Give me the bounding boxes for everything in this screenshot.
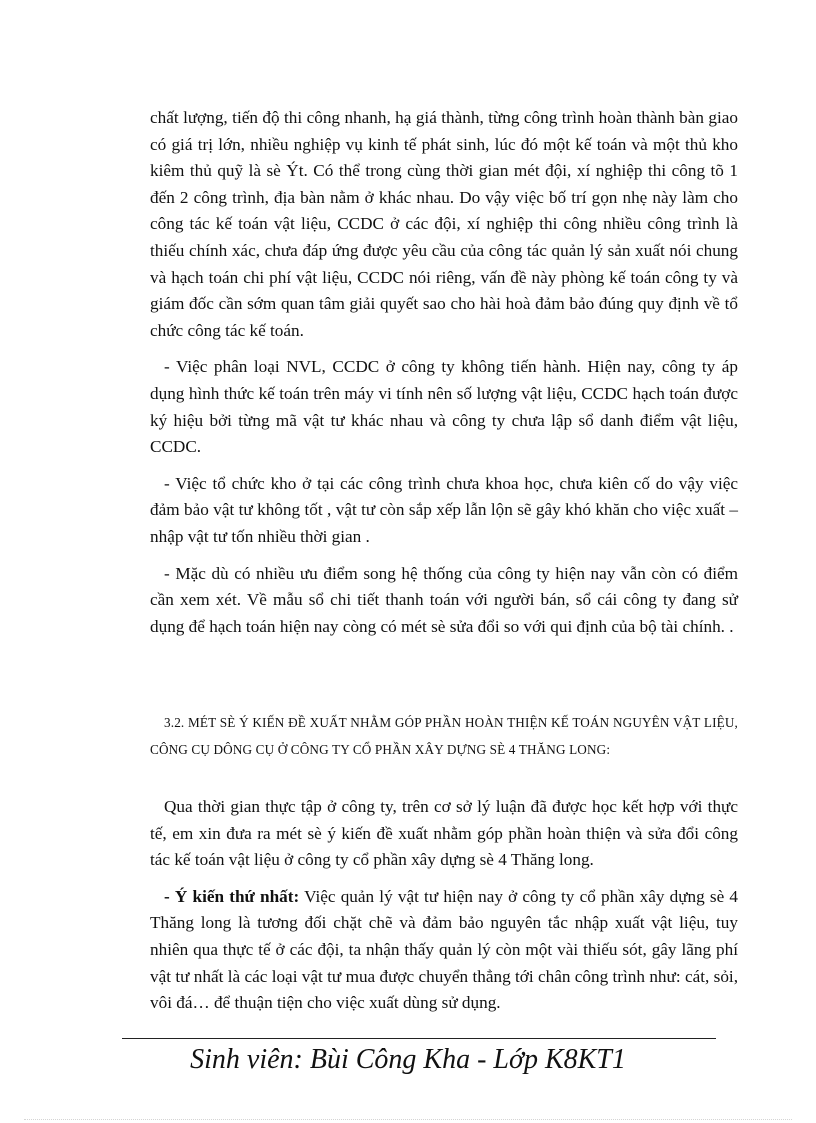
footer-divider <box>122 1038 716 1039</box>
paragraph-ledger: - Mặc dù có nhiều ưu điểm song hệ thống của công ty hiện nay vẫn còn có điểm cần xem xét. Về mẫu sổ chi tiết thanh toán với người bán, sổ cái công ty đang sử dụng để hạch toán hiện nay còng có mét sè sửa đổi so với qui định của bộ tài chính. . <box>150 563 738 636</box>
body-text-bottom <box>150 794 738 1027</box>
footer-student-info: Sinh viên: Bùi Công Kha - Lớp K8KT1 <box>190 1044 626 1075</box>
first-opinion-label: - Ý kiến thứ nhất: <box>164 886 300 906</box>
page-bottom-border <box>24 1119 792 1120</box>
body-text-top <box>150 105 738 650</box>
paragraph-staffing: chất lượng, tiến độ thi công nhanh, hạ giá thành, từng công trình hoàn thành bàn giao có giá trị lớn, nhiều nghiệp vụ kinh tế phát sinh, lúc đó một kế toán và một thủ kho kiêm thủ quỹ là sè Ýt. Có thể trong cùng thời gian mét đội, xí nghiệp thi công tõ 1 đến 2 công trình, địa bàn nằm ở khác nhau. Do vậy việc bố trí gọn nhẹ này làm cho công tác kế toán vật liệu, CCDC ở các đội, xí nghiệp thi công nhiều công trình là thiếu chính xác, chưa đáp ứng được yêu cầu của công tác quản lý sản xuất nói chung và hạch toán chi phí vật liệu, CCDC nói riêng, vấn đề này phòng kế toán công ty và giám đốc cần sớm quan tâm giải quyết sao cho hài hoà đảm bảo đúng quy định về tổ chức công tác kế toán. <box>150 108 738 340</box>
paragraph-intro: Qua thời gian thực tập ở công ty, trên cơ sở lý luận đã được học kết hợp với thực tế, em xin đưa ra mét sè ý kiến đề xuất nhằm góp phần hoàn thiện và sửa đổi công tác kế toán vật liệu ở công ty cổ phần xây dựng sè 4 Thăng long. <box>150 797 738 870</box>
paragraph-classification: - Việc phân loại NVL, CCDC ở công ty không tiến hành. Hiện nay, công ty áp dụng hình thức kế toán trên máy vi tính nên số lượng vật liệu, CCDC hạch toán được ký hiệu bởi từng mã vật tư khác nhau và công ty chưa lập sổ danh điểm vật liệu, CCDC. <box>150 357 738 457</box>
section-heading-3-2: 3.2. MÉT SÈ Ý KIẾN ĐỀ XUẤT NHẰM GÓP PHẦN HOÀN THIỆN KẾ TOÁN NGUYÊN VẬT LIỆU, CÔNG CỤ DÔNG CỤ Ở CÔNG TY CỔ PHẦN XÂY DỰNG SÈ 4 THĂNG LONG: <box>150 715 738 757</box>
paragraph-warehouse: - Việc tổ chức kho ở tại các công trình chưa khoa học, chưa kiên cố do vậy việc đảm bảo vật tư không tốt , vật tư còn sắp xếp lẫn lộn sẽ gây khó khăn cho việc xuất – nhập vật tư tốn nhiều thời gian . <box>150 473 738 546</box>
first-opinion-text: Việc quản lý vật tư hiện nay ở công ty cổ phần xây dựng sè 4 Thăng long là tương đối chặt chẽ và đảm bảo nguyên tắc nhập xuất vật liệu, tuy nhiên qua thực tế ở các đội, ta nhận thấy quản lý còn một vài thiếu sót, gây lãng phí vật tư nhất là các loại vật tư mua được chuyển thẳng tới chân công trình như: cát, sỏi, vôi đá… để thuận tiện cho việc xuất dùng sử dụng. <box>150 886 739 1013</box>
paragraph-first-opinion <box>150 884 738 1017</box>
